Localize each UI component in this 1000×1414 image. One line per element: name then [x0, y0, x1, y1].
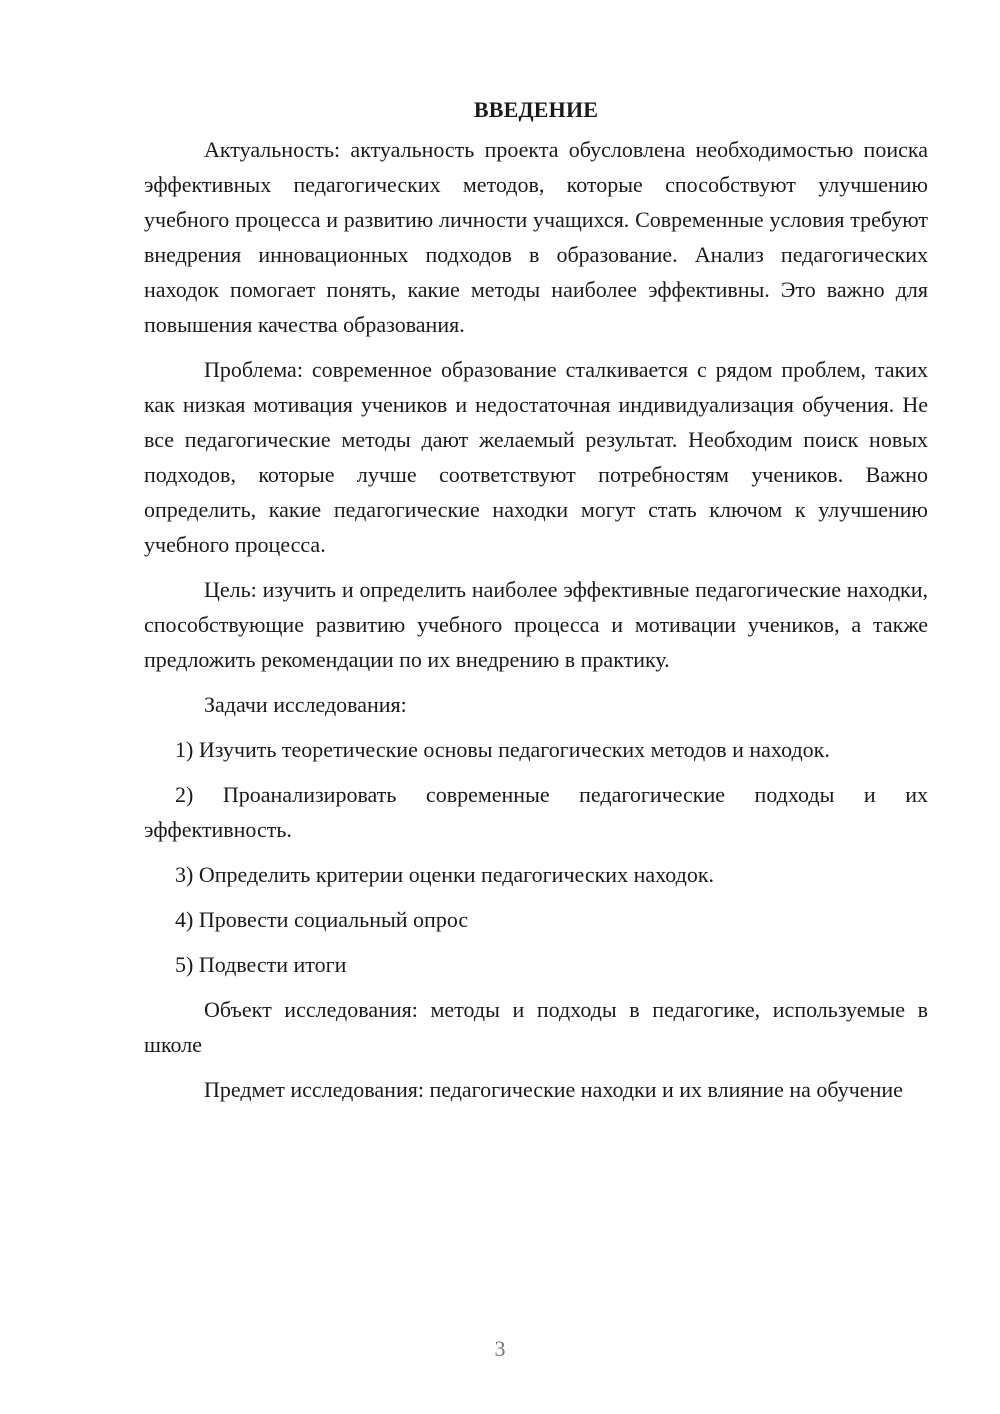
- page-number: 3: [494, 1336, 506, 1361]
- subject-paragraph: Предмет исследования: педагогические находки и их влияние на обучение: [204, 1077, 903, 1102]
- tasks-list: [144, 732, 928, 982]
- task-item: 1) Изучить теоретические основы педагогических методов и находок.: [175, 737, 830, 762]
- object-paragraph: Объект исследования: методы и подходы в педагогике, используемые в школе: [144, 997, 928, 1057]
- problem-paragraph: Проблема: современное образование сталкивается с рядом проблем, таких как низкая мотивация учеников и недостаточная индивидуализация обучения. Не все педагогические методы дают желаемый результат. Необходим поиск новых подходов, которые лучше соответствуют потребностям учеников. Важно определить, какие педагогические находки могут стать ключом к улучшению учебного процесса.: [144, 357, 928, 557]
- relevance-paragraph: Актуальность: актуальность проекта обусловлена необходимостью поиска эффективных педагогических методов, которые способствуют улучшению учебного процесса и развитию личности учащихся. Современные условия требуют внедрения инновационных подходов в образование. Анализ педагогических находок помогает понять, какие методы наиболее эффективны. Это важно для повышения качества образования.: [144, 137, 928, 337]
- tasks-heading: Задачи исследования:: [204, 692, 407, 717]
- section-title: ВВЕДЕНИЕ: [473, 97, 599, 122]
- task-item: 4) Провести социальный опрос: [175, 907, 469, 932]
- task-item: 3) Определить критерии оценки педагогических находок.: [175, 862, 715, 887]
- task-item: 2) Проанализировать современные педагогические подходы и их эффективность.: [144, 782, 928, 842]
- goal-paragraph: Цель: изучить и определить наиболее эффективные педагогические находки, способствующие развитию учебного процесса и мотивации учеников, а также предложить рекомендации по их внедрению в практику.: [144, 577, 928, 672]
- page-body: [144, 96, 928, 1117]
- task-item: 5) Подвести итоги: [175, 952, 347, 977]
